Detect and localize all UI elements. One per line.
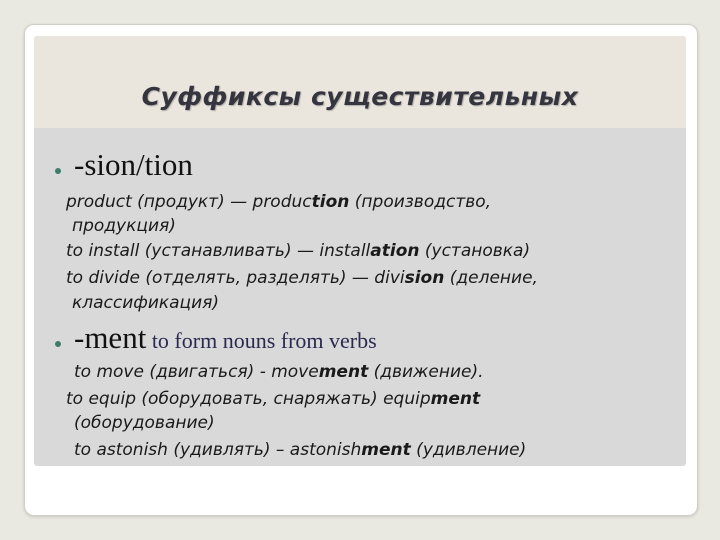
line-text: (оборудование) bbox=[74, 413, 215, 433]
example-line bbox=[66, 268, 538, 288]
line-text: (удивление) bbox=[410, 440, 527, 460]
line-text: продукция) bbox=[72, 216, 176, 236]
line-text: to divide (отделять, разделять) — divi bbox=[66, 268, 405, 288]
suffix-highlight: ation bbox=[370, 241, 420, 261]
line-text: product (продукт) — produc bbox=[66, 192, 312, 212]
example-line bbox=[66, 389, 480, 409]
example-line bbox=[74, 413, 215, 433]
line-text: классификация) bbox=[72, 293, 220, 313]
section-heading bbox=[74, 320, 377, 356]
bullet-icon bbox=[55, 341, 61, 347]
line-text: (деление, bbox=[444, 268, 538, 288]
suffix-highlight: tion bbox=[311, 192, 350, 212]
section-heading-text: -ment bbox=[74, 320, 147, 355]
line-text: to install (устанавливать) — install bbox=[66, 241, 371, 261]
example-line bbox=[72, 216, 176, 236]
line-text: (движение). bbox=[368, 362, 484, 382]
slide-title: Суффиксы существительных bbox=[141, 82, 579, 111]
suffix-highlight: ment bbox=[318, 362, 369, 382]
section-note: to form nouns from verbs bbox=[146, 328, 377, 353]
suffix-highlight: ment bbox=[430, 389, 481, 409]
suffix-highlight: ment bbox=[361, 440, 411, 460]
example-line bbox=[74, 440, 526, 460]
suffix-highlight: sion bbox=[404, 268, 445, 288]
line-text: (производство, bbox=[349, 192, 492, 212]
line-text: to move (двигаться) - move bbox=[74, 362, 319, 382]
example-line bbox=[66, 192, 491, 212]
line-text: (установка) bbox=[419, 241, 531, 261]
example-line bbox=[72, 293, 219, 313]
example-line bbox=[66, 241, 530, 261]
bullet-icon bbox=[55, 168, 61, 174]
line-text: to equip (оборудовать, снаряжать) equip bbox=[66, 389, 431, 409]
section-heading: -sion/tion bbox=[74, 147, 193, 182]
example-line bbox=[74, 362, 484, 382]
line-text: to astonish (удивлять) – astonish bbox=[74, 440, 362, 460]
